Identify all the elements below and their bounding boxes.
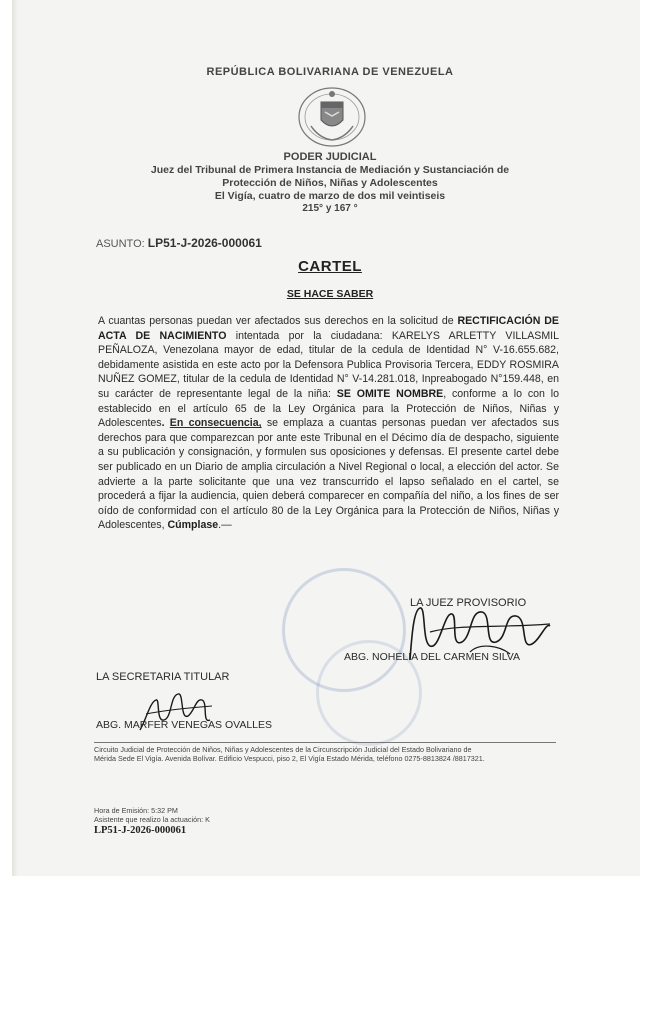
republic-heading: REPÚBLICA BOLIVARIANA DE VENEZUELA: [206, 66, 454, 78]
body-text-4: se emplaza a cuantas personas puedan ver afectados sus derechos para que comparezcan por ante este Tribunal en el Décimo día de despacho, siguiente a su publicación y consignación, y formulen sus oposiciones y defensas. El presente cartel debe ser publicado en un Diario de amplia circulación a Nivel Regional o local, a elección del actor. Se advierte a la parte solicitante que una vez transcurrido el lapso señalado en el cartel, se procederá a fijar la audiencia, quien deberá comparecer en compañía del niño, a los fines de ser oído de conformidad con el artículo 80 de la Ley Orgánica para la Protección de Niños, Niñas y Adolescentes,: [98, 417, 559, 532]
page-edge-shadow: [12, 0, 18, 876]
judge-name: ABG. NOHELIA DEL CARMEN SILVA: [344, 651, 521, 663]
case-subject-label: ASUNTO:: [96, 238, 145, 250]
body-text-3: , conforme a lo con lo establecido en el artículo 65 de la Ley Orgánica para la Protección de Niños, Niñas y Adolescentes: [98, 387, 559, 430]
case-subject: [96, 236, 262, 250]
body-bold-rectificacion: RECTIFICACIÓN DE ACTA DE NACIMIENTO: [98, 315, 559, 342]
body-bold-cumplase: Cúmplase: [167, 519, 219, 532]
case-file-number: LP51-J-2026-000061: [94, 825, 187, 836]
date-line: El Vigía, cuatro de marzo de dos mil veintiseis: [214, 190, 446, 202]
document-title: CARTEL: [298, 258, 362, 275]
footer-line-2: Mérida Sede El Vigía. Avenida Bolívar. Edificio Vespucci, piso 2, El Vigía Estado Mérida, teléfono 0275-8813824 /8817321.: [94, 754, 485, 764]
body-text-1: A cuantas personas puedan ver afectados sus derechos en la solicitud de: [98, 315, 454, 327]
notice-body: [98, 314, 559, 533]
court-name-line-1: Juez del Tribunal de Primera Instancia de Mediación y Sustanciación de: [150, 164, 510, 176]
case-number: LP51-J-2026-000061: [147, 236, 262, 250]
footer-line-1: Circuito Judicial de Protección de Niños, Niñas y Adolescentes de la Circunscripción Judicial del Estado Bolivariano de: [94, 745, 472, 754]
body-bold-omite: SE OMITE NOMBRE: [336, 387, 444, 400]
secretary-name: ABG. MARFER VENEGAS OVALLES: [96, 719, 273, 731]
assistant-line: Asistente que realizo la actuación: K: [94, 815, 210, 824]
body-end: .—: [218, 519, 232, 532]
years-reference: 215° y 167 °: [302, 203, 358, 214]
body-text-2: intentada por la ciudadana: KARELYS ARLETTY VILLASMIL PEÑALOZA, Venezolana mayor de edad, titular de la cedula de Identidad N° V-16.655.682, debidamente asistida en este acto por la Defensora Publica Provisoria Tercera, EDDY ROSMIRA NUÑEZ GOMEZ, titular de la cedula de Identidad N° V-14.281.018, Inpreabogado N°159.448, en su carácter de representante legal de la niña:: [98, 329, 559, 400]
court-name-line-2: Protección de Niños, Niñas y Adolescentes: [222, 177, 438, 189]
emission-time: Hora de Emisión: 5:32 PM: [94, 806, 178, 815]
footer-address: [94, 745, 564, 763]
body-underline-consecuencia: En consecuencia,: [169, 417, 262, 430]
document-subtitle: SE HACE SABER: [286, 288, 374, 300]
judge-title: LA JUEZ PROVISORIO: [410, 597, 527, 609]
body-bold-period: .: [161, 417, 165, 430]
judicial-power-heading: PODER JUDICIAL: [283, 151, 377, 163]
footer-divider: [94, 742, 556, 743]
secretary-title: LA SECRETARIA TITULAR: [96, 671, 230, 683]
national-seal-emblem: [297, 86, 367, 148]
